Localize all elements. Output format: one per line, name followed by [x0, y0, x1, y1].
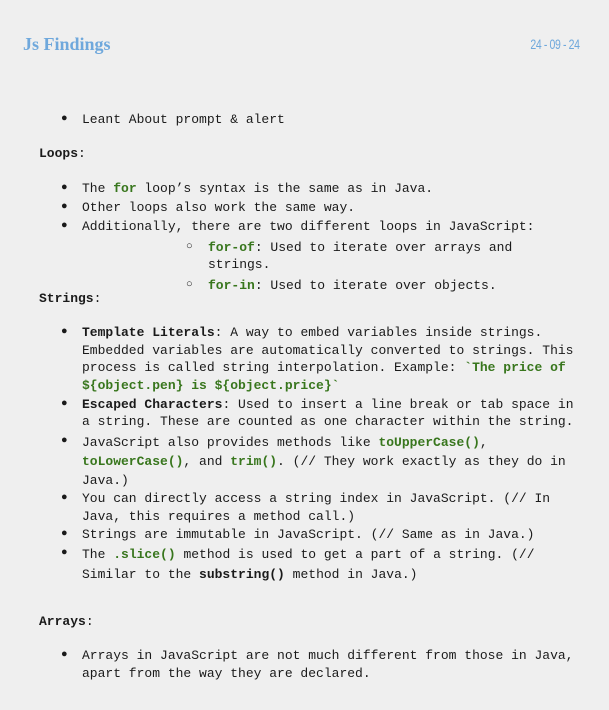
code-keyword: for	[113, 181, 137, 196]
text-part: JavaScript also provides methods like	[82, 434, 379, 450]
list-item	[0, 526, 576, 544]
loops-heading-text: Loops	[39, 146, 79, 161]
text-part: : Used to iterate over arrays and strings.	[208, 239, 513, 272]
code-keyword: for-of	[208, 239, 255, 255]
code-method: toLowerCase()	[82, 453, 184, 469]
term-label: Escaped Characters	[82, 396, 223, 412]
list-item-text: Arrays in JavaScript are not much different from those in Java, apart from the way they are declared.	[82, 648, 574, 681]
loops-heading-colon: :	[78, 146, 86, 161]
list-item	[0, 218, 576, 294]
code-method: .slice()	[113, 546, 176, 562]
text-part: ,	[479, 434, 488, 450]
code-method-bold: substring()	[199, 566, 285, 582]
term-label: Template Literals	[82, 325, 215, 340]
arrays-heading-text: Arrays	[39, 614, 86, 629]
text-part: , and	[183, 453, 231, 469]
document-date: 24 - 09 - 24	[530, 36, 580, 52]
list-item	[0, 180, 576, 198]
arrays-heading-colon: :	[85, 614, 94, 629]
text-part: method is used to get a part of a string. (// Similar to the	[82, 546, 535, 582]
list-item	[0, 647, 576, 682]
text-part: : A way to embed variables inside strings. Embedded variables are automatically converted to strings. This process is called string interpolation. Example:	[82, 325, 574, 375]
code-method: toUpperCase()	[378, 434, 480, 450]
sublist-item	[82, 239, 576, 273]
text-part: loop’s syntax is the same as in Java.	[136, 181, 434, 196]
list-item-text: Leant About prompt & alert	[82, 112, 285, 127]
list-item-text: Strings are immutable in JavaScript. (// Same as in Java.)	[82, 526, 535, 542]
strings-heading-text: Strings	[39, 291, 94, 306]
strings-list	[0, 324, 576, 585]
code-keyword: for-in	[208, 277, 255, 293]
document-title: Js Findings	[23, 34, 111, 54]
strings-heading	[39, 291, 101, 306]
list-item-text: You can directly access a string index in JavaScript. (// In Java, this requires a method call.)	[82, 490, 551, 524]
arrays-heading	[39, 614, 94, 629]
list-item	[0, 490, 576, 526]
text-part: The	[82, 546, 114, 562]
list-item	[0, 324, 576, 394]
sublist-item	[82, 277, 576, 294]
text-part: method in Java.)	[284, 566, 418, 582]
loops-heading	[39, 146, 86, 161]
list-item	[0, 433, 576, 490]
list-item-text: Additionally, there are two different loops in JavaScript:	[82, 219, 535, 234]
text-part: : Used to iterate over objects.	[254, 277, 497, 293]
loops-sublist	[82, 239, 576, 294]
text-part: . (// They work exactly as they do in Java.)	[82, 453, 566, 488]
loops-list	[0, 180, 576, 294]
list-item-text: Other loops also work the same way.	[82, 200, 356, 215]
list-item	[0, 199, 576, 217]
code-method: trim()	[230, 453, 278, 469]
list-item	[0, 545, 576, 585]
text-part: : Used to insert a line break or tab space in a string. These are counted as one character within the string.	[82, 396, 574, 429]
intro-list	[0, 111, 576, 129]
strings-heading-colon: :	[93, 291, 102, 306]
text-part: The	[82, 181, 114, 196]
arrays-list	[0, 647, 576, 682]
list-item	[0, 111, 576, 129]
list-item	[0, 396, 576, 431]
code-example: `The price of ${object.pen} is ${object.price}`	[82, 360, 566, 393]
